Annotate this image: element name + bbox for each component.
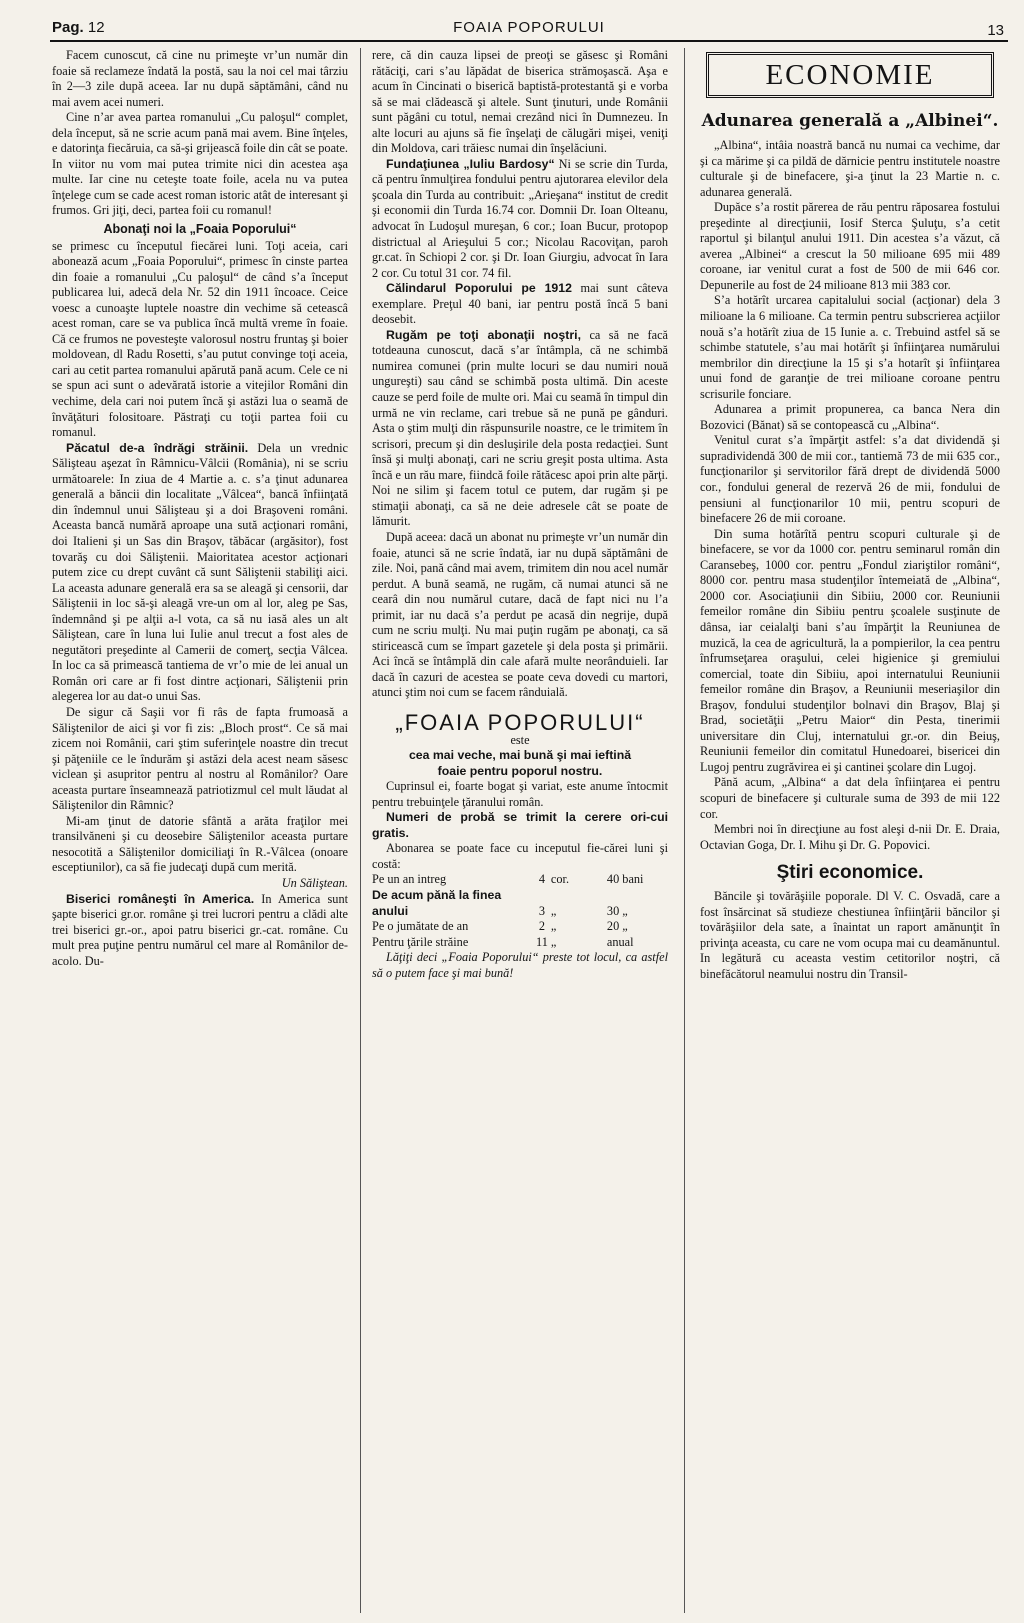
column-middle	[372, 48, 668, 1615]
signature: Un Săliştean.	[281, 875, 348, 890]
column-divider	[684, 48, 685, 1613]
article-paragraph: După aceea: dacă un abonat nu primeşte vr’un număr din foaie, atunci să ne scrie îndată, iar nu după săptămâni de zile. Noi, pană când mai avem, trimitem din nou acel număr perdut. A bună seamă, ne rugăm, că numai atunci să ne cearâ din nou numărul cutare, dacă de fapt nici nu l’a primit, iar nu dacă s’a perdut pe acasă din negrije, după cum ne scriu mulţi. Nu mai puţin rugăm pe abonaţi, ca să stiricească cum se împart gazetele şi dela posta şi primării. Aci încă se întâmplă din cale afară multe neorânduieli. Iar dacă în cazuri de acestea se poate ceva dovedi cu martori, atunci ştim noi cum se facem rânduială.	[372, 529, 668, 700]
article-paragraph: De sigur că Saşii vor fi râs de fapta frumoasă a Săliştenilor de aici şi vor fi zis: „Bloch prost“. Ce să mai zicem noi Românii, cari ştim suferinţele noastre din trecut şi păţeniile ce le îndurăm şi astăzi dela acest neam săsesc viclean şi asupritor pentru al nostru al Românilor? Oare aceasta purtare înseamnează patriotizmul cel mult lăudat al Săliştenilor din Râmnic?	[52, 704, 348, 813]
page-number-right: 13	[987, 22, 1004, 39]
article-subscribers-request: Rugăm pe toţi abonaţii noştri, ca să ne facă totdeauna cunoscut, dacă s’ar întâmpla, că ne schimbă numirea comunei (prin multe locuri se dau numiri nouă ungureşti) sau când se schimbă posta ultimă. Din aceste cauze se perd foile de multe ori. Mai cu seamă în timpul din urmă ne vin reclame, cari trebue să ne pună pe gânduri. Asta o ştim mulţi din răspunsurile noastre, ce le trimitem în scrisori, precum şi din desluşirile dela posta redacţiei. Sunt însă şi mulţi abonaţi, cari ne scriu greşit posta ultima. Asta încă e un rău mare, fiindcă foile rătăcesc apoi prin alte părţi. Noi ne silim şi facem totul ce putem, dar rugăm şi pe stimaţii abonaţi, ca să ne deie adresele cât se poate de lămurit.	[372, 327, 668, 529]
article-heading-albina: Adunarea generală a „Albinei“.	[701, 111, 999, 131]
article-continued: rere, că din cauza lipsei de preoţi se găsesc şi Români rătăciţi, cari s’au lăpădat de biserica strămoşască. Aşa e acum în Cincinati o biserică baptistă-protestantă şi e vorba să se mai clădească şi altele. Sunt ţinuturi, unde Românii sunt păgâni cu totul, nemai crezând nici în Dumnezeu. In alte locuri au ajuns să fie înşelaţi de călugări mişei, veniţi din Moldova, cari trăiesc numai din înşelăciuni.	[372, 48, 668, 156]
advert-slogan: foaie pentru poporul nostru.	[437, 763, 603, 778]
article-calendar: Călindarul Poporului pe 1912 mai sunt câteva exemplare. Preţul 40 bani, iar pentru postă încă 5 bani deosebit.	[372, 281, 668, 327]
article-paragraph: Din suma hotărîtă pentru scopuri culturale şi de binefacere, se vor da 1000 cor. pentru seminarul român din Caransebeş, 1000 cor. pentru „Fondul ziariştilor români“, 8000 cor. pentru masa studenţilor întemeiată de „Albina“, 2000 cor. Asociaţiunii din Sibiiu, 2000 cor. Reuniunii femeilor române din Sibiiu pentru şcoalele susţinute de dânsa, iar ceialalţi bani s’au împărţit la Reuniunea de muzică, la cea de agricultură, la a pompierilor, la cea pentru înfrumseţarea oraşului, celei higienice şi gremiului comercial, toate din Sibiiu, apoi internatului Reuniunii femeilor române din Braşov, a Reuniunii meseriaşilor din Braşov, fondului studenţilor bolnavi din Braşov, Blaj şi Brad, societăţii „Petru Maior“ din Pesta, tinerimii universitare din Cluj, internatului gr.-or. din Beiuş, Reuniunii femeilor din comitatul Hunedoarei, bisericei din Lugoj pentru zugrăvirea ei şi cantinei şcolare din Lugoj.	[700, 526, 1000, 774]
article-paragraph: Adunarea a primit propunerea, ca banca Nera din Bozovici (Bănat) să se contopească cu „Albina“.	[700, 402, 1000, 432]
page-number-left: Pag. 12	[52, 19, 105, 36]
article-paragraph: Venitul curat s’a împărţit astfel: s’a dat dividendă şi supradividendă 300 de mii cor., tantiemă 73 de mii 635 cor., funcţionarilor şi servitorilor fără drept de dividendă 5000 cor., fondului general de rezervă 26 de mii, fondului de pensiuni al funcţionarilor 10 mii, pentru scopuri de binefacere 26 de mii coroane.	[700, 433, 1000, 526]
article-paragraph: Dupăce s’a rostit părerea de rău pentru răposarea fostului preşedinte al direcţiunii, Iosif Sterca Şuluţu, s’a cetit raportul şi bilanţul anului 1911. Din acestea s’a văzut, că averea „Albinei“ a crescut la 50 milioane 695 mii 489 coroane, iar venitul curat a fost de 500 de mii 646 cor. Depunerile au fost de 24 milioane 813 mii 383 cor.	[700, 200, 1000, 292]
advert-paragraph: Abonarea se poate face cu inceputul fie-cărei luni şi costă:	[372, 841, 668, 871]
section-heading-stiri: Ştiri economice.	[776, 862, 924, 884]
article-paragraph: Mi-am ţinut de datorie sfântă a arăta fraţilor mei transilvăneni şi cu deosebire Săliştenilor aceasta purtare nesocotită a Săliştenilor domiciliaţi în R.-Vâlcea (onoare esceptiunilor), ca să fie judecaţi după cum merită.	[52, 813, 348, 875]
price-row: De acum pănă la finea	[372, 887, 502, 902]
article-heading: Călindarul Poporului pe 1912	[386, 281, 572, 296]
article-paragraph: Băncile şi tovărăşiile poporale. Dl V. C. Osvadă, care a fost însărcinat să studieze chestiunea înfiinţării băncilor şi tovărăşiilor dela sate, a înaintat un raport amănunţit în privinţa aceasta, cu care ne vom ocupa mai cu deamănuntul. In legătură cu aceasta vestim cetitorilor noştri, că binefăcătorul neamului nostru din Transil-	[700, 889, 1000, 981]
novel-notice-paragraph: Cine n’ar avea partea romanului „Cu paloşul“ complet, dela început, să ne scrie acum pană mai avem. Bine înţeles, e datorinţa fiecăruia, ca să-şi grijească foile din cât se poate. In viitor nu vom mai putea trimite nici din acestea aşa multe. Iar cine nu ceteşte toate foile, acela nu va putea înţelege cum se cade acest roman istoric atât de interesant şi frumos. Gri jiţi, deci, partea foii cu romanul!	[52, 110, 348, 218]
article-foreigners: Păcatul de-a îndrăgi străinii. Dela un vrednic Sălişteau aşezat în Râmnicu-Vâlcii (România), ni se scriu următoarele: In ziua de 4 Martie a. c. s’a ţinut adunarea generală a băncii din localitate „Vâlcea“, bancă înfiinţată din îndemnul unui Sălişteau şi a doi Braşoveni români. Aceasta bancă numără aproape una sută acţionari români, doi Italieni şi un Sas din Braşov, tăbăcar (argăsitor), fost tovarăş cu doi Săliştenii. Maioritatea acestor acţionari putem zice cu drept cuvânt că sunt Săliştenii stabiliţi aici. La aceasta adunare generală era sa se aleagă şi censorii, dar Săliştenii in loc să-şi aleagă vre-un om al lor, aleg pe Sas, îndemnând şi pe alţii a-l vota, ca să nu iasă ales un alt Săliştean, care în luna lui Iulie anul trecut a fost ales de negutători preşedinte al Camerii de comerţ, secţia Vâlcea. In loc ca să primească tantiema de vr’o mie de lei anual un Român ori care ar fi fost dintre acţionari, Săliştenii prin alegerea lor au dat-o unui Sas.	[52, 440, 348, 704]
price-table	[372, 872, 668, 950]
newspaper-title: FOAIA POPORULUI	[453, 19, 605, 36]
subscribers-paragraph: se primesc cu începutul fiecărei luni. Toţi aceia, cari abonează acum „Foaia Poporului“, primesc în cinste partea din foaie a romanului „Cu paloşul“ de când s’a început publicarea lui, adecă dela Nr. 52 din 1911 încoace. Ceice voesc a cunoaşte luptele noastre din vechime să ceteascâ acest roman, care se va publica încă multă vreme în foaie. Că ce frumos ne povesteşte valorosul nostru fruntaş şi boier moldovean, dl Radu Rosetti, s’au putut convinge toţi aceia, cari au cetit partea romanului apărută pană acum. Cele ce ni se spun aci sunt o adevărată istorie a vitejilor Români din vechime, dela cari noi putem încă şi astăzi lua o seamă de învăţături folositoare. Păstraţi cu toţii partea foii cu romanul.	[52, 238, 348, 440]
advert-sample-notice: Numeri de probă se trimit la cerere ori-cui gratis.	[372, 810, 668, 840]
advert-closing: Lăţiţi deci „Foaia Poporului“ preste tot locul, ca astfel să o putem face şi mai bună!	[372, 950, 668, 980]
article-paragraph: Membri noi în direcţiune au fost aleşi d-nii Dr. E. Draia, Octavian Goga, Dr. I. Mihu şi Dr. G. Popovici.	[700, 822, 1000, 852]
article-paragraph: S’a hotărît urcarea capitalului social (acţionar) dela 3 milioane la 6 milioane. Ca termin pentru subscrierea acţiilor nouă s’a hotărît ziua de 15 Iunie a. c. Trebuind astfel să se schimbe statutele, s’au mai hotărît şi înfiinţarea numărului membrilor din direcţiune la 15 şi s’a hotarît şi înfiinţarea unui fond de garanţie de trei milioane coroane pentru scrisurile fonciare.	[700, 293, 1000, 401]
section-heading-subscribers: Abonaţi noi la „Foaia Poporului“	[103, 222, 297, 237]
article-heading: Rugăm pe toţi abonaţii noştri,	[386, 327, 581, 342]
price-row: Pe o jumătate de an 2 „ 20 „	[372, 919, 628, 934]
article-heading: Fundaţiunea „Iuliu Bardosy“	[386, 156, 555, 171]
advert-title: „FOAIA POPORULUI“	[395, 709, 645, 735]
price-row: Pentru ţările străine 11 „ anual	[372, 934, 634, 949]
column-left	[52, 48, 348, 1615]
article-paragraph: Pănă acum, „Albina“ a dat dela înfiinţarea ei pentru scopuri de binefacere şi culturale suma de 393 de mii 122 cor.	[700, 775, 1000, 821]
column-divider	[360, 48, 361, 1613]
article-churches-america: Biserici româneşti în America. In America sunt şapte biserici gr.or. române şi trei lucrori pentru a clădi alte trei biserici gr.-or., apoi patru biserici gr.-cat. române. Cu mult prea puţine pentru numărul cel mare al Românilor de-acolo. Du-	[52, 891, 348, 968]
article-foundation: Fundaţiunea „Iuliu Bardosy“ Ni se scrie din Turda, că pentru înmulţirea fondului pentru ajutorarea elevilor dela şcoala din Turda au contribuit: „Arieşana“ institut de credit şi economii din Turda 16.74 cor. Domnii Dr. Ioan Olteanu, advocat în Ludoşul mureşan, 6 cor.; Ioan Bucur, protopop districtual al Arieşului 5 cor.; Nicolau Racoviţan, paroh gr.cat. în Schiopi 2 cor. şi Dr. Ioan Giurgiu, advocat în Iara 2 cor. Cu totul 31 cor. 74 fil.	[372, 156, 668, 280]
article-paragraph: „Albina“, intâia noastră bancă nu numai ca vechime, dar şi ca mărime şi ca pildă de dărnicie pentru institutele noastre culturale şi de binefacere, şi-a ţinut la 23 Martie n. c. adunarea generală.	[700, 138, 1000, 199]
price-row: anului 3 „ 30 „	[372, 903, 628, 918]
advert-paragraph: Cuprinsul ei, foarte bogat şi variat, este anume întocmit pentru trebuinţele ţăranului român.	[372, 779, 668, 809]
section-banner-economie: ECONOMIE	[706, 52, 994, 98]
advert-slogan: cea mai veche, mai bună şi mai ieftină	[408, 748, 632, 763]
column-right	[700, 48, 1000, 1615]
advert-este: este	[510, 732, 530, 747]
article-heading: Păcatul de-a îndrăgi străinii.	[66, 440, 249, 455]
price-row: Pe un an intreg 4 cor. 40 bani	[372, 872, 644, 887]
page-header	[50, 14, 1008, 42]
notice-paragraph: Facem cunoscut, că cine nu primeşte vr’un număr din foaie să reclameze îndată la postă, sau la noi cel mai târziu în 2—3 zile după aceea. Iar nu după săptămâni, când nu mai avem acei numeri.	[52, 48, 348, 109]
article-heading: Biserici româneşti în America.	[66, 891, 255, 906]
